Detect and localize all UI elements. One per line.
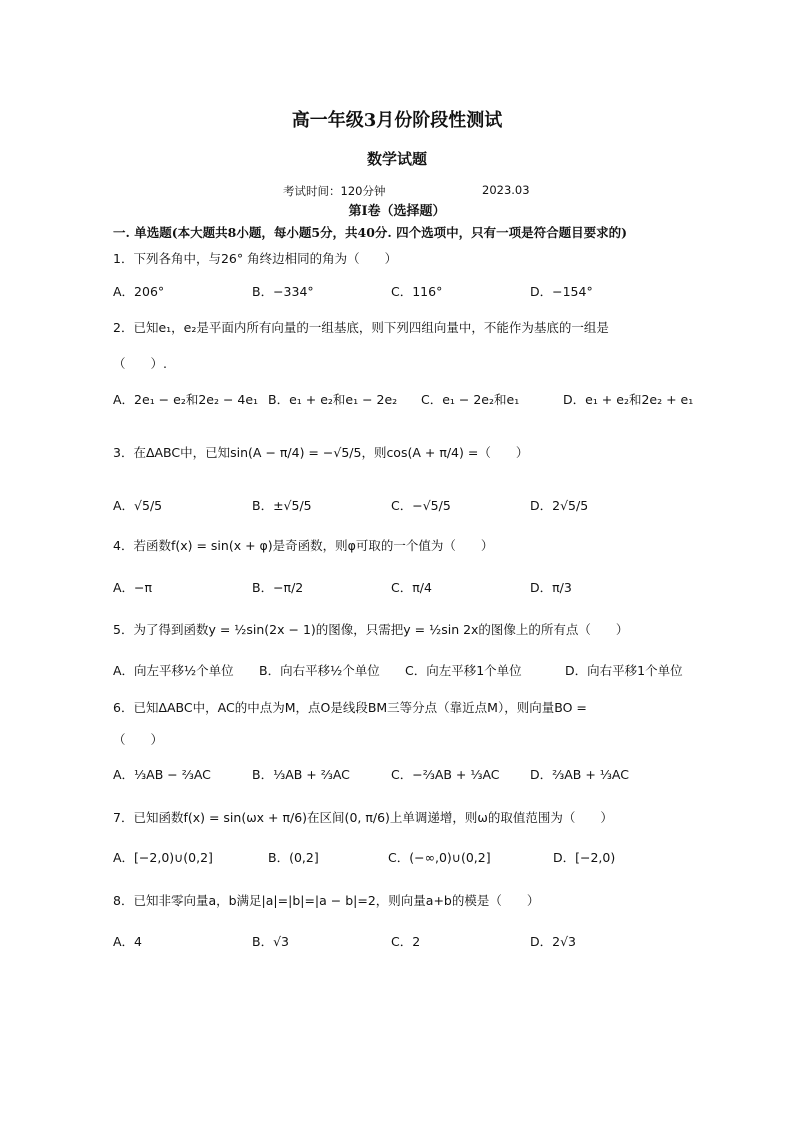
- q8-option-b[interactable]: B．√3: [252, 934, 289, 949]
- q5-option-a[interactable]: A．向左平移½个单位: [113, 663, 234, 678]
- q7-option-d[interactable]: D．[−2,0): [553, 850, 616, 865]
- q5-option-d[interactable]: D．向右平移1个单位: [565, 663, 683, 678]
- question-8: 8．已知非零向量a，b满足|a|=|b|=|a − b|=2，则向量a+b的模是（ ）: [113, 893, 540, 908]
- page-title: 高一年级3月份阶段性测试: [291, 110, 503, 131]
- q1-option-a[interactable]: A．206°: [113, 284, 165, 299]
- q1-option-c[interactable]: C．116°: [391, 284, 443, 299]
- q1-option-b[interactable]: B．−334°: [252, 284, 314, 299]
- volume-heading: 第Ⅰ卷（选择题）: [348, 204, 446, 219]
- q8-option-c[interactable]: C．2: [391, 934, 421, 949]
- q8-option-a[interactable]: A．4: [113, 934, 143, 949]
- q6-option-d[interactable]: D．⅔AB + ⅓AC: [530, 767, 629, 782]
- q2-option-d[interactable]: D．e₁ + e₂和2e₂ + e₁: [563, 392, 694, 407]
- q6-option-b[interactable]: B．⅓AB + ⅔AC: [252, 767, 350, 782]
- exam-date: 2023.03: [482, 183, 530, 197]
- q5-option-b[interactable]: B．向右平移½个单位: [259, 663, 380, 678]
- q4-option-d[interactable]: D．π/3: [530, 580, 572, 595]
- question-2: 2．已知e₁，e₂是平面内所有向量的一组基底，则下列四组向量中，不能作为基底的一组是: [113, 320, 609, 335]
- question-7: 7．已知函数f(x) = sin(ωx + π/6)在区间(0, π/6)上单调递增，则ω的取值范围为（ ）: [113, 810, 613, 825]
- q6-option-c[interactable]: C．−⅔AB + ⅓AC: [391, 767, 500, 782]
- question-3: 3．在ΔABC中，已知sin(A − π/4) = −√5/5，则cos(A + π/4) =（ ）: [113, 445, 529, 460]
- question-2-cont: （ ）.: [113, 356, 167, 371]
- q2-option-a[interactable]: A．2e₁ − e₂和2e₂ − 4e₁: [113, 392, 259, 407]
- q3-option-a[interactable]: A．√5/5: [113, 498, 163, 513]
- q3-option-d[interactable]: D．2√5/5: [530, 498, 589, 513]
- q4-option-c[interactable]: C．π/4: [391, 580, 432, 595]
- q7-option-c[interactable]: C．(−∞,0)∪(0,2]: [388, 850, 491, 865]
- q8-option-d[interactable]: D．2√3: [530, 934, 576, 949]
- q3-option-c[interactable]: C．−√5/5: [391, 498, 451, 513]
- subject-title: 数学试题: [366, 150, 427, 168]
- question-5: 5．为了得到函数y = ½sin(2x − 1)的图像，只需把y = ½sin 2x的图像上的所有点（ ）: [113, 622, 629, 637]
- q4-option-a[interactable]: A．−π: [113, 580, 153, 595]
- question-6-cont: （ ）: [113, 732, 164, 747]
- q7-option-a[interactable]: A．[−2,0)∪(0,2]: [113, 850, 213, 865]
- q5-option-c[interactable]: C．向左平移1个单位: [405, 663, 522, 678]
- question-6: 6．已知ΔABC中，AC的中点为M，点O是线段BM三等分点（靠近点M），则向量BO =: [113, 700, 587, 715]
- q2-option-c[interactable]: C．e₁ − 2e₂和e₁: [421, 392, 520, 407]
- exam-time: 考试时间：120分钟: [283, 184, 386, 198]
- q1-option-d[interactable]: D．−154°: [530, 284, 593, 299]
- q2-option-b[interactable]: B．e₁ + e₂和e₁ − 2e₂: [268, 392, 398, 407]
- q6-option-a[interactable]: A．⅓AB − ⅔AC: [113, 767, 211, 782]
- q4-option-b[interactable]: B．−π/2: [252, 580, 304, 595]
- q7-option-b[interactable]: B．(0,2]: [268, 850, 319, 865]
- q3-option-b[interactable]: B．±√5/5: [252, 498, 312, 513]
- question-1: 1．下列各角中，与26° 角终边相同的角为（ ）: [113, 251, 398, 266]
- section-heading: 一. 单选题(本大题共8小题，每小题5分，共40分. 四个选项中，只有一项是符合题目要求的): [113, 225, 628, 240]
- question-4: 4．若函数f(x) = sin(x + φ)是奇函数，则φ可取的一个值为（ ）: [113, 538, 494, 553]
